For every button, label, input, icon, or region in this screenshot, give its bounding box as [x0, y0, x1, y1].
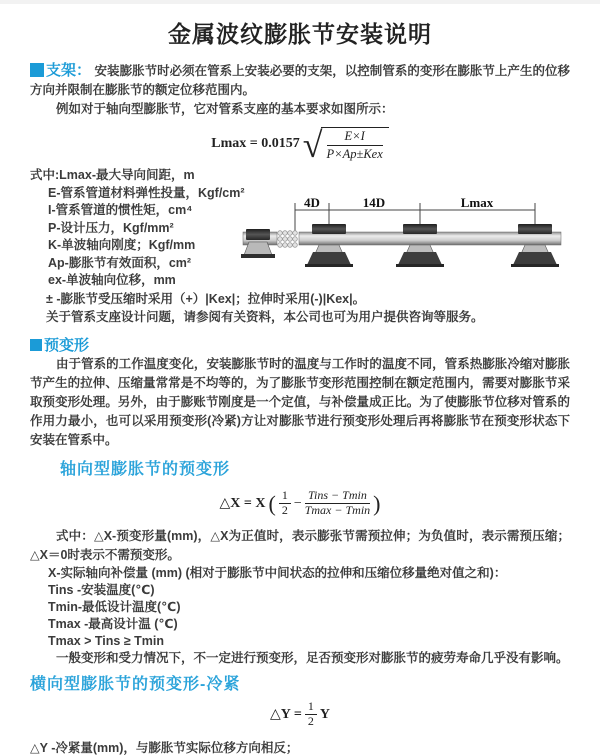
definition-line: E-管系管道材料弹性投量，Kgf/cm²: [48, 185, 245, 200]
definition-line: Ap-膨胀节有效面积，cm²: [48, 255, 192, 270]
section-marker-icon: [30, 63, 44, 77]
lateral-subsection-heading: 横向型膨胀节的预变形-冷紧: [30, 675, 241, 693]
definition-line: K-单波轴向刚度；Kgf/mm: [48, 238, 196, 252]
temp-numerator: Tins − Tmin: [305, 489, 370, 504]
definition-line: I-管系管道的惯性矩，cm⁴: [48, 203, 193, 217]
temperature-fraction: [305, 489, 370, 518]
support-paragraph-text: 安装膨胀节时必须在管系上安装必要的支架，以控制管系的变形在膨胀节上产生的位移方向并限制在膨胀节的额定位移范围内。: [30, 64, 570, 97]
dimension-label-lmax: Lmax: [460, 195, 494, 210]
lateral-formula-rhs: Y: [319, 706, 330, 722]
axial-explanation: 式中：△X-预变形量(mm)，△X为正值时，表示膨张节需预拉伸；为负值时，表示需预压缩；△X＝0时表示不需预变形。: [30, 528, 570, 562]
half-numerator: 1: [279, 489, 291, 504]
axial-definition-line: 一般变形和受力情况下，不一定进行预变形，足否预变形对膨胀节的疲劳寿命几乎没有影响。: [56, 650, 569, 665]
plus-minus-note: ± -膨胀节受压缩时采用（+）|Kex|；拉伸时采用(-)|Kex|。: [46, 291, 366, 306]
sqrt-fraction: [321, 127, 389, 162]
lmax-formula-lhs: Lmax = 0.0157: [211, 136, 300, 151]
predeform-paragraph: 由于管系的工作温度变化，安装膨胀节时的温度与工作时的温度不同，管系热膨胀冷缩对膨胀节产生的拉伸、压缩量常常是不均等的，为了膨胀节变形范围控制在额定范围内，需要对膨胀节采取预变形处理。另外，由于膨账节刚度是一个定值，与补偿量成正比。为了使膨胀节位移对管系的作用力最小，也可以采用预变形(冷紧)方让对膨胀节进行预变形处理后再将膨胀节在预变形状态下安装在管系中。: [30, 356, 570, 447]
definition-line: P-设计压力，Kgf/mm²: [48, 220, 174, 235]
lateral-formula: [30, 700, 570, 730]
right-paren: ): [373, 490, 381, 516]
minus-sign: −: [293, 495, 302, 511]
axial-definition-line: Tmax -最高设计温 (℃): [48, 616, 178, 631]
axial-definition-line: Tmin-最低设计温度(℃): [48, 599, 181, 614]
definition-line: 式中:Lmax-最大导向间距，m: [30, 168, 195, 182]
guide-support: [396, 224, 444, 267]
pipe-support-diagram: [243, 196, 595, 292]
support-example-line: 例如对于轴向型膨胀节，它对管系支座的基本要求如图所示：: [56, 102, 394, 116]
axial-formula-lhs: △X = X: [219, 496, 266, 511]
support-section-heading: 支架：: [46, 62, 92, 79]
guide-support: [305, 224, 353, 267]
definition-line: ex-单波轴向位移，mm: [48, 273, 176, 287]
temp-denominator: Tmax − Tmin: [304, 503, 371, 517]
half-fraction: [279, 489, 291, 518]
consulting-note: 关于管系支座设计问题，请参阅有关资料，本公司也可为用户提供咨询等服务。: [46, 309, 484, 324]
lmax-formula: [30, 125, 570, 163]
sqrt-numerator: E×I: [327, 129, 383, 146]
predeform-heading-text: 预变形: [44, 336, 90, 354]
predeform-section-heading: [30, 334, 570, 355]
axial-formula: [30, 487, 570, 521]
half-fraction: [305, 700, 317, 729]
cold-tightening-note: △Y -冷紧量(mm)，与膨胀节实际位移方向相反；: [30, 740, 299, 755]
sqrt-denominator: P×Ap±Kex: [326, 146, 383, 161]
support-paragraph: [30, 61, 570, 100]
bellows-icon: [278, 231, 298, 248]
axial-definition-line: X-实际轴向补偿量 (mm) (相对于膨胀节中间状态的拉伸和压缩位移量绝对值之和)：: [48, 565, 507, 580]
axial-subsection-heading: 轴向型膨胀节的预变形: [60, 460, 231, 478]
dimension-label-4d: 4D: [304, 195, 320, 210]
half-denominator: 2: [281, 503, 288, 517]
axial-definitions: [30, 565, 570, 667]
section-marker-icon: [30, 339, 42, 351]
support-section-label: [30, 64, 91, 78]
lateral-formula-lhs: △Y =: [270, 707, 302, 722]
half-numerator: 1: [305, 700, 317, 715]
axial-definition-line: Tins -安装温度(℃): [48, 582, 155, 597]
left-paren: (: [268, 490, 276, 516]
sqrt-icon: √: [302, 124, 323, 165]
dimension-label-14d: 14D: [362, 195, 386, 210]
half-denominator: 2: [307, 714, 314, 728]
page-title: 金属波纹膨胀节安装说明: [168, 21, 432, 47]
axial-definition-line: Tmax > Tins ≥ Tmin: [48, 633, 165, 648]
guide-support: [511, 224, 559, 267]
